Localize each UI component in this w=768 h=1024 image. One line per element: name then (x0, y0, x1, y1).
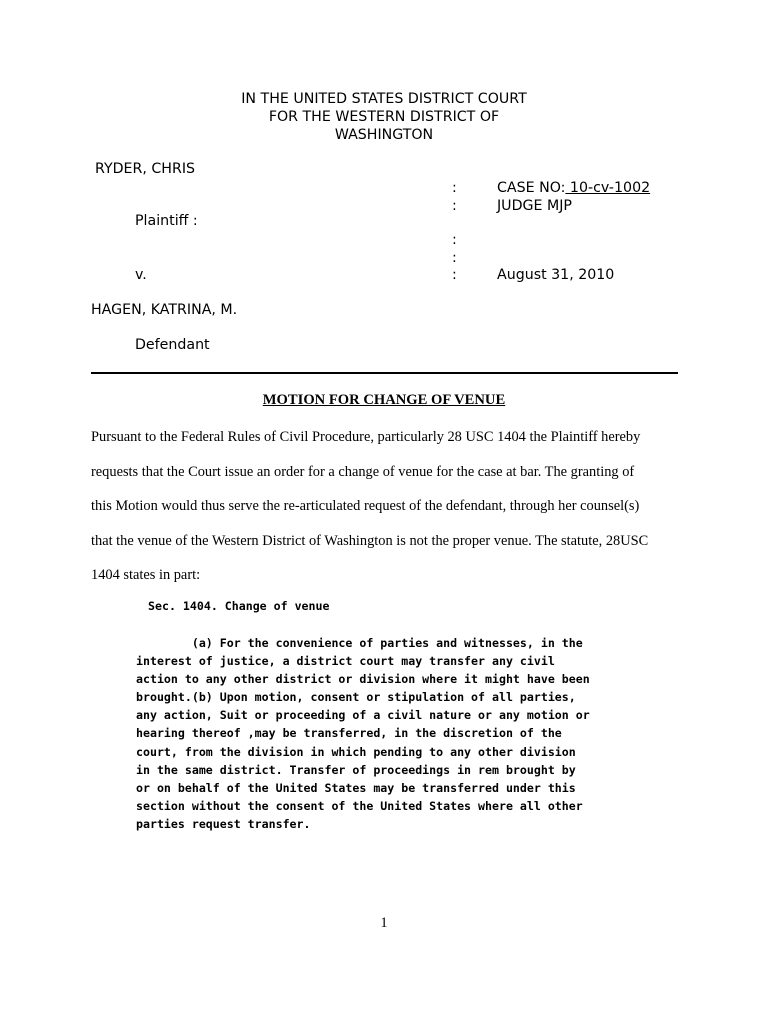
court-title-line-2: FOR THE WESTERN DISTRICT OF (268, 109, 500, 125)
statute-line: parties request transfer. (136, 816, 311, 831)
statute-line: brought.(b) Upon motion, consent or stipulation of all parties, (136, 690, 576, 705)
motion-body-line: that the venue of the Western District of Washington is not the proper venue. The statute, 28USC (91, 532, 649, 549)
plaintiff-label: Plaintiff : (135, 213, 198, 229)
motion-body-line: this Motion would thus serve the re-articulated request of the defendant, through her counsel(s) (91, 498, 640, 514)
defendant-label: Defendant (135, 337, 210, 353)
motion-body-line: Pursuant to the Federal Rules of Civil Procedure, particularly 28 USC 1404 the Plaintiff hereby (91, 429, 641, 445)
statute-line: court, from the division in which pending to any other division (136, 744, 576, 759)
court-title-line-1: IN THE UNITED STATES DISTRICT COURT (241, 91, 527, 107)
versus-label: v. (135, 267, 147, 283)
caption-colon: : (452, 180, 457, 196)
caption-divider (91, 372, 678, 374)
motion-body (91, 428, 691, 601)
statute-line: interest of justice, a district court may transfer any civil (136, 654, 555, 669)
defendant-name: HAGEN, KATRINA, M. (91, 302, 238, 318)
statute-line: section without the consent of the United States where all other (136, 798, 583, 813)
motion-body-line: 1404 states in part: (91, 567, 201, 583)
case-number-value: 10-cv-1002 (565, 180, 651, 196)
court-title-line-3: WASHINGTON (334, 127, 434, 143)
judge-label: JUDGE MJP (497, 198, 572, 214)
statute-line: (a) For the convenience of parties and witnesses, in the (136, 636, 583, 650)
case-number-label: CASE NO: (497, 180, 566, 196)
caption-colon: : (452, 198, 457, 214)
motion-body-line: requests that the Court issue an order for a change of venue for the case at bar. The granting of (91, 463, 635, 480)
case-number (497, 180, 650, 196)
court-title (0, 90, 768, 144)
statute-quote (136, 634, 696, 833)
statute-heading: Sec. 1404. Change of venue (148, 599, 330, 613)
caption-colon: : (452, 232, 457, 248)
caption-colon: : (452, 267, 457, 283)
statute-line: hearing thereof ,may be transferred, in the discretion of the (136, 726, 562, 741)
page-number: 1 (380, 915, 388, 931)
caption-colon: : (452, 250, 457, 266)
filing-date: August 31, 2010 (497, 267, 615, 283)
motion-title: MOTION FOR CHANGE OF VENUE (262, 392, 506, 408)
statute-line: any action, Suit or proceeding of a civil nature or any motion or (136, 708, 590, 723)
plaintiff-name: RYDER, CHRIS (95, 161, 196, 177)
statute-line: or on behalf of the United States may be transferred under this (136, 780, 576, 795)
statute-line: in the same district. Transfer of proceedings in rem brought by (136, 762, 576, 777)
statute-line: action to any other district or division where it might have been (136, 672, 590, 687)
